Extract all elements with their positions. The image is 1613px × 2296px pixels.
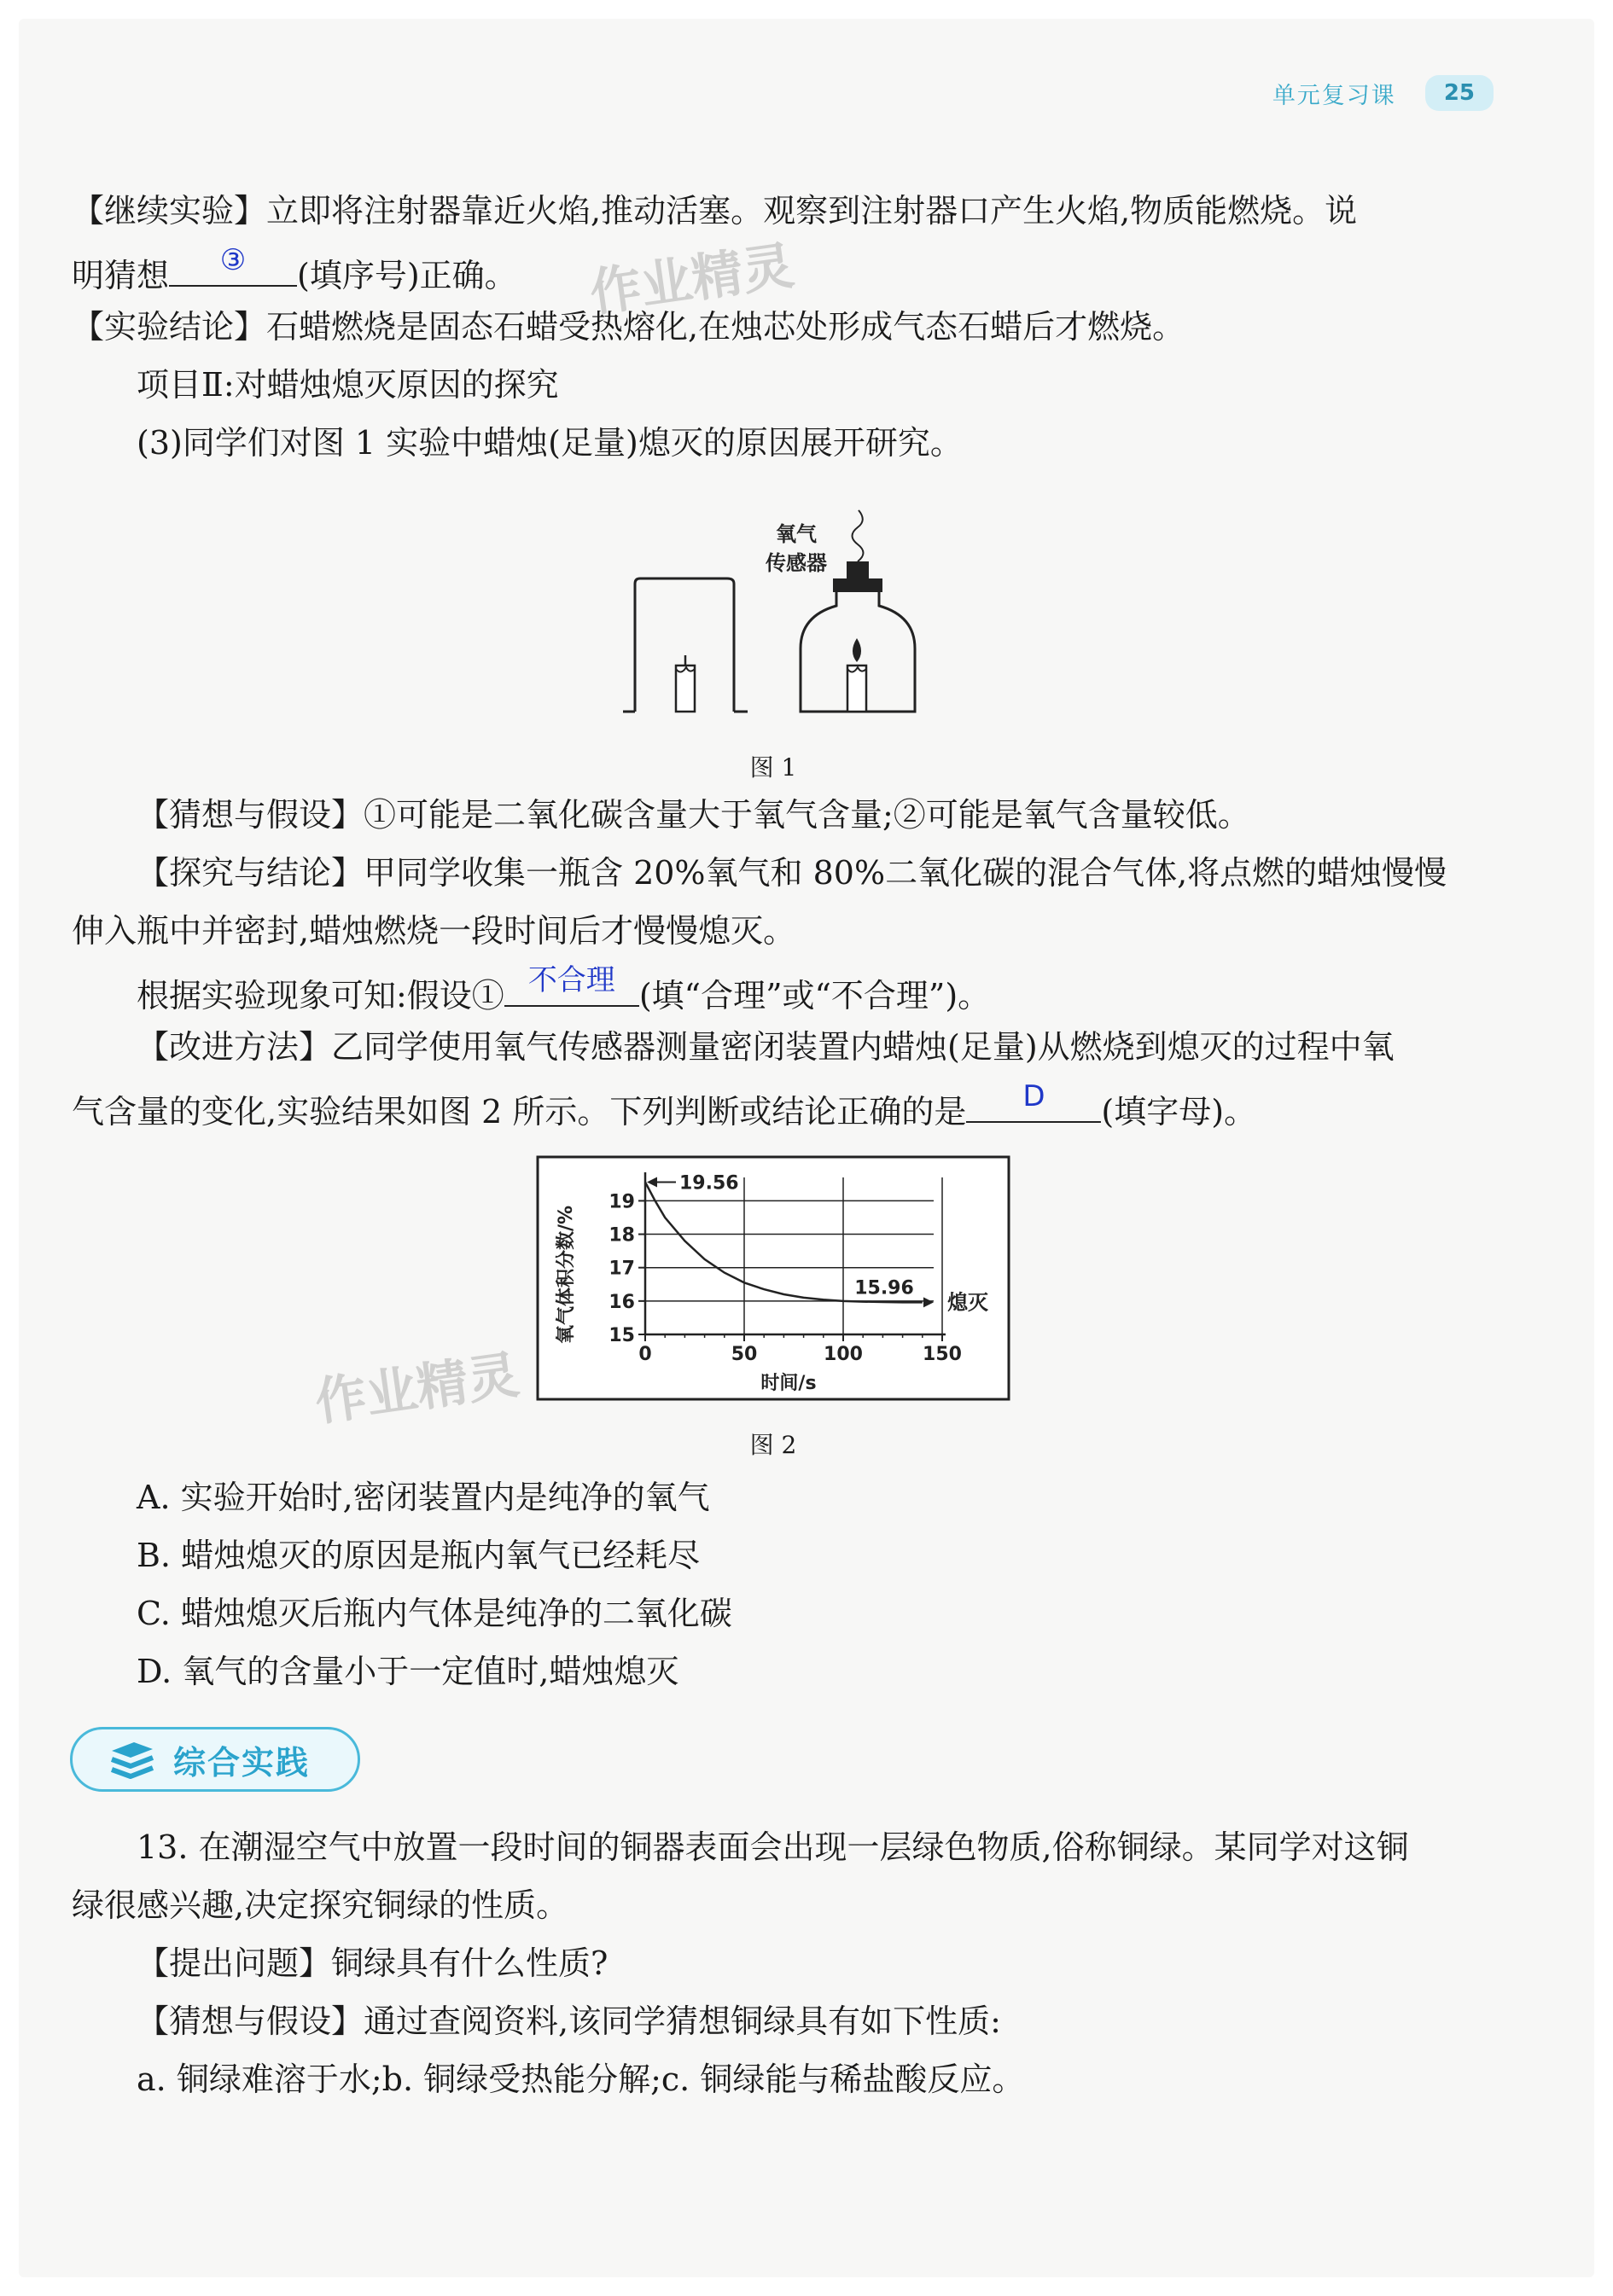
text-line-guess	[72, 243, 1476, 297]
page-number-badge: 25	[1425, 75, 1494, 111]
text-fragment: 明猜想	[72, 257, 170, 294]
section-title: 综合实践	[173, 1743, 311, 1782]
figure-1-caption: 图 1	[749, 753, 797, 782]
sensor-label-sensor: 传感器	[766, 551, 827, 575]
text-fragment: (填“合理”或“不合理”)。	[638, 977, 991, 1014]
question-13-line-1: 13. 在潮湿空气中放置一段时间的铜器表面会出现一层绿色物质,俗称铜绿。某同学对这铜	[137, 1828, 1409, 1866]
x-axis-label: 时间/s	[760, 1373, 817, 1394]
handwritten-answer-1: ③	[219, 243, 247, 277]
text-line-project-2: 项目Ⅱ:对蜡烛熄灭原因的探究	[137, 366, 559, 404]
option-c: C. 蜡烛熄灭后瓶内气体是纯净的二氧化碳	[137, 1595, 732, 1632]
text-line-hypothesis: 【猜想与假设】①可能是二氧化碳含量大于氧气含量;②可能是氧气含量较低。	[137, 796, 1250, 834]
text-fragment: (填序号)正确。	[297, 257, 517, 294]
figure-1-diagram	[614, 486, 939, 725]
text-line-judgement	[137, 963, 1476, 1017]
text-fragment: (填字母)。	[1101, 1093, 1257, 1131]
x-tick-label: 50	[731, 1344, 758, 1365]
question-13-line-4: 【猜想与假设】通过查阅资料,该同学猜想铜绿具有如下性质:	[137, 2002, 1001, 2040]
section-badge-practice	[70, 1727, 360, 1792]
text-line-explore-2: 伸入瓶中并密封,蜡烛燃烧一段时间后才慢慢熄灭。	[72, 912, 796, 950]
sensor-label-oxygen: 氧气	[776, 522, 817, 546]
option-b: B. 蜡烛熄灭的原因是瓶内氧气已经耗尽	[137, 1537, 701, 1574]
x-tick-label: 100	[824, 1344, 863, 1365]
watermark-text: 作业精灵	[311, 1345, 523, 1433]
text-line-explore-1: 【探究与结论】甲同学收集一瓶含 20%氧气和 80%二氧化碳的混合气体,将点燃的蜡烛慢慢	[137, 854, 1447, 892]
annotation-start-value: 19.56	[679, 1172, 739, 1195]
annotation-end-value: 15.96	[854, 1277, 914, 1299]
question-13-line-5: a. 铜绿难溶于水;b. 铜绿受热能分解;c. 铜绿能与稀盐酸反应。	[137, 2061, 1025, 2098]
text-line-improve-1: 【改进方法】乙同学使用氧气传感器测量密闭装置内蜡烛(足量)从燃烧到熄灭的过程中氧	[137, 1028, 1395, 1066]
page-header	[1272, 75, 1494, 111]
x-tick-label: 150	[923, 1344, 962, 1365]
option-a: A. 实验开始时,密闭装置内是纯净的氧气	[137, 1479, 710, 1516]
y-axis-label: 氧气体积分数/%	[556, 1205, 577, 1345]
x-tick-label: 0	[638, 1344, 652, 1365]
candle-right	[847, 638, 866, 712]
question-13-line-3: 【提出问题】铜绿具有什么性质?	[137, 1944, 609, 1982]
figure-2-chart	[536, 1155, 1010, 1401]
unit-review-title: 单元复习课	[1272, 82, 1396, 109]
y-tick-label: 19	[609, 1191, 635, 1213]
watermark-text: 作业精灵	[585, 235, 798, 324]
question-13-line-2: 绿很感兴趣,决定探究铜绿的性质。	[72, 1886, 569, 1924]
text-line-question-3: (3)同学们对图 1 实验中蜡烛(足量)熄灭的原因展开研究。	[137, 424, 963, 462]
option-d: D. 氧气的含量小于一定值时,蜡烛熄灭	[137, 1653, 679, 1690]
text-line-improve-2	[72, 1079, 1476, 1133]
handwritten-answer-2: 不合理	[527, 963, 615, 997]
text-line-conclusion: 【实验结论】石蜡燃烧是固态石蜡受热熔化,在烛芯处形成气态石蜡后才燃烧。	[72, 308, 1185, 346]
answer-blank-3[interactable]	[966, 1079, 1101, 1123]
y-tick-label: 18	[609, 1224, 635, 1247]
y-tick-label: 16	[609, 1291, 635, 1313]
answer-blank-2[interactable]	[504, 963, 639, 1007]
annotation-extinguish-label: 熄灭	[947, 1290, 988, 1315]
candle-flame	[853, 638, 861, 662]
answer-blank-1[interactable]	[169, 243, 297, 287]
stacked-books-icon	[107, 1739, 156, 1780]
candle-left	[676, 655, 695, 712]
y-tick-label: 17	[609, 1258, 635, 1280]
handwritten-answer-3: D	[1022, 1079, 1045, 1113]
figure-2-caption: 图 2	[749, 1431, 797, 1459]
text-line-continue-experiment: 【继续实验】立即将注射器靠近火焰,推动活塞。观察到注射器口产生火焰,物质能燃烧。说	[72, 192, 1358, 230]
text-fragment: 根据实验现象可知:假设①	[137, 977, 504, 1014]
page-background	[19, 19, 1594, 2277]
text-fragment: 气含量的变化,实验结果如图 2 所示。下列判断或结论正确的是	[72, 1093, 967, 1131]
y-tick-label: 15	[609, 1325, 635, 1346]
